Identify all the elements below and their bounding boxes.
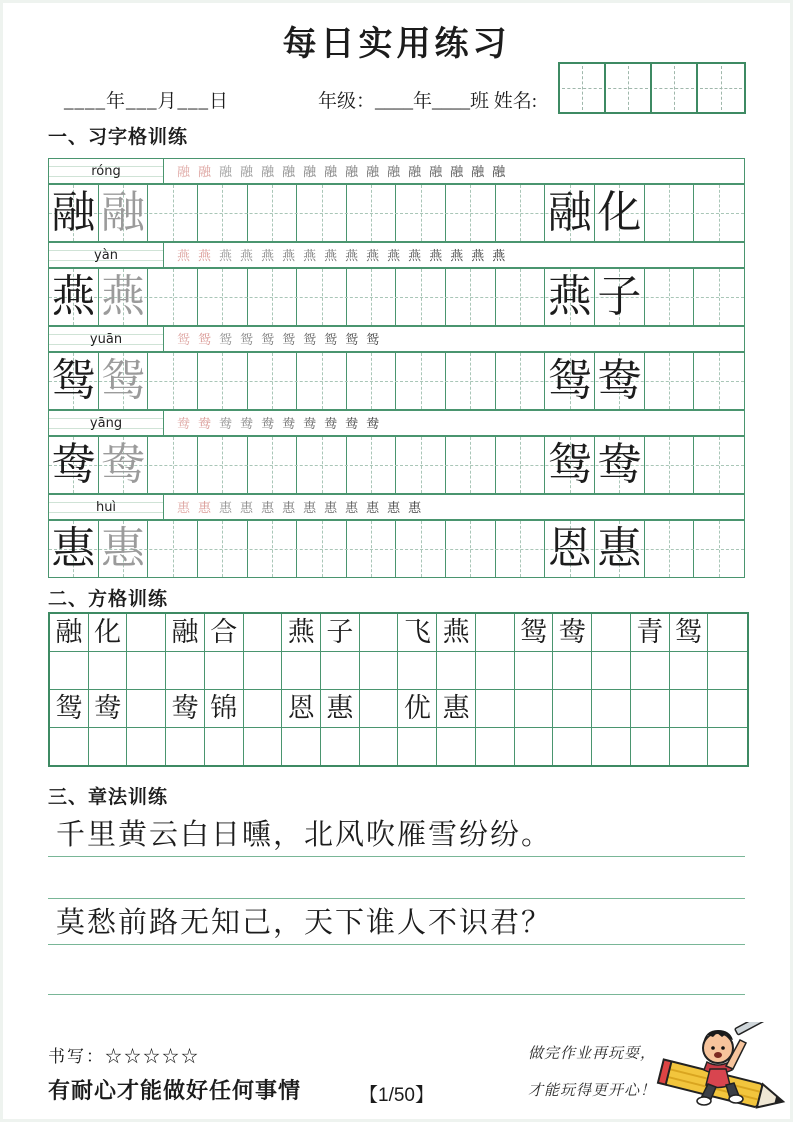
square-empty-cell (631, 652, 670, 690)
stroke-step-glyph: 鸯 (366, 415, 380, 431)
practice-character: 融 (547, 188, 592, 237)
stroke-step-glyph: 燕 (471, 247, 485, 263)
practice-character: 化 (597, 188, 642, 237)
square-empty-cell (592, 690, 631, 728)
practice-cell (446, 521, 496, 577)
square-empty-cell (553, 652, 592, 690)
square-empty-cell (708, 728, 747, 765)
stroke-step-glyph: 鸯 (282, 415, 296, 431)
practice-cell (446, 353, 496, 409)
stroke-step-glyph: 燕 (450, 247, 464, 263)
practice-cell (694, 269, 744, 325)
square-empty-cell (282, 652, 321, 690)
mascot-boy-on-pencil-illustration (652, 1022, 790, 1120)
practice-cell (198, 437, 248, 493)
stroke-step-glyph: 惠 (261, 499, 275, 515)
page-indicator: 【1/50】 (359, 1085, 434, 1106)
practice-cell (496, 185, 546, 241)
practice-character: 惠 (51, 524, 96, 573)
practice-cell (148, 185, 198, 241)
stroke-step-glyph: 鸳 (198, 331, 212, 347)
example-word-cell (545, 185, 595, 241)
practice-cell-row (48, 352, 745, 410)
page-title: 每日实用练习 (282, 25, 511, 63)
stroke-step-glyph: 惠 (240, 499, 254, 515)
practice-cell (446, 185, 496, 241)
stroke-step-glyph: 融 (303, 163, 317, 179)
trace-character-cell (99, 269, 149, 325)
pinyin-label: róng (48, 158, 164, 184)
model-character-cell (49, 353, 99, 409)
practice-row-header (48, 410, 745, 436)
stroke-order-strip (164, 410, 745, 436)
stroke-step-glyph: 鸯 (345, 415, 359, 431)
stroke-step-glyph: 燕 (492, 247, 506, 263)
square-empty-cell (553, 728, 592, 765)
stroke-step-glyph: 惠 (387, 499, 401, 515)
square-empty-cell (127, 614, 166, 652)
square-word-cell: 惠 (437, 690, 476, 728)
square-empty-cell (708, 614, 747, 652)
practice-cell (347, 269, 397, 325)
trace-character-cell (99, 185, 149, 241)
stroke-step-glyph: 燕 (198, 247, 212, 263)
square-word-cell: 化 (89, 614, 128, 652)
example-word-cell (545, 353, 595, 409)
name-grid (558, 62, 746, 114)
square-empty-cell (437, 728, 476, 765)
square-empty-cell (360, 614, 399, 652)
square-empty-cell (476, 652, 515, 690)
pinyin-label: yāng (48, 410, 164, 436)
stroke-step-glyph: 鸳 (240, 331, 254, 347)
model-character-cell (49, 437, 99, 493)
example-word-cell (545, 437, 595, 493)
practice-character: 燕 (547, 272, 592, 321)
practice-row-header (48, 158, 745, 184)
practice-cell (694, 185, 744, 241)
square-empty-cell (398, 652, 437, 690)
square-empty-cell (708, 652, 747, 690)
practice-cell (148, 521, 198, 577)
stroke-step-glyph: 融 (177, 163, 191, 179)
square-word-cell: 合 (205, 614, 244, 652)
stroke-step-glyph: 燕 (429, 247, 443, 263)
square-empty-cell (515, 652, 554, 690)
square-empty-cell (515, 690, 554, 728)
stroke-step-glyph: 燕 (303, 247, 317, 263)
stroke-step-glyph: 融 (324, 163, 338, 179)
practice-character: 恩 (547, 524, 592, 573)
square-empty-cell (592, 614, 631, 652)
practice-cell (347, 353, 397, 409)
square-word-cell: 融 (166, 614, 205, 652)
square-word-cell: 鸯 (553, 614, 592, 652)
mascot-caption-line1: 做完作业再玩耍， (528, 1046, 657, 1062)
stroke-step-glyph: 融 (219, 163, 233, 179)
square-empty-cell (205, 652, 244, 690)
practice-character: 燕 (100, 272, 145, 321)
stroke-step-glyph: 鸯 (198, 415, 212, 431)
composition-empty-line (48, 857, 745, 899)
stroke-step-glyph: 惠 (345, 499, 359, 515)
example-word-cell (545, 269, 595, 325)
square-word-cell: 优 (398, 690, 437, 728)
stroke-step-glyph: 融 (282, 163, 296, 179)
mascot-caption (528, 1036, 668, 1110)
example-word-cell (595, 353, 645, 409)
stroke-step-glyph: 燕 (219, 247, 233, 263)
practice-character: 鸯 (597, 356, 642, 405)
model-character-cell (49, 185, 99, 241)
star-rating-icons: ☆☆☆☆☆ (105, 1047, 200, 1066)
stroke-step-glyph: 惠 (282, 499, 296, 515)
square-empty-cell (244, 652, 283, 690)
practice-cell (645, 269, 695, 325)
square-word-cell: 锦 (205, 690, 244, 728)
stroke-step-glyph: 鸯 (240, 415, 254, 431)
practice-character: 燕 (51, 272, 96, 321)
square-empty-cell (670, 652, 709, 690)
stroke-step-glyph: 融 (366, 163, 380, 179)
example-word-cell (595, 185, 645, 241)
practice-cell (396, 269, 446, 325)
stroke-step-glyph: 鸯 (261, 415, 275, 431)
example-word-cell (595, 521, 645, 577)
square-empty-cell (360, 728, 399, 765)
stroke-step-glyph: 融 (261, 163, 275, 179)
stroke-step-glyph: 惠 (408, 499, 422, 515)
stroke-step-glyph: 惠 (198, 499, 212, 515)
stroke-step-glyph: 鸳 (324, 331, 338, 347)
practice-cell (396, 353, 446, 409)
square-empty-cell (437, 652, 476, 690)
square-empty-cell (398, 728, 437, 765)
practice-character: 惠 (100, 524, 145, 573)
pinyin-label: yàn (48, 242, 164, 268)
composition-text-line: 千里黄云白日曛，北风吹雁雪纷纷。 (48, 812, 745, 857)
composition-block (48, 812, 745, 995)
practice-cell (198, 353, 248, 409)
trace-character-cell (99, 437, 149, 493)
practice-cell (148, 437, 198, 493)
square-empty-cell (670, 690, 709, 728)
practice-character: 子 (597, 272, 642, 321)
stroke-step-glyph: 燕 (261, 247, 275, 263)
square-empty-cell (244, 690, 283, 728)
square-empty-cell (592, 652, 631, 690)
stroke-order-strip (164, 494, 745, 520)
footer-motto: 有耐心才能做好任何事情 (48, 1078, 302, 1103)
name-grid-cell (698, 64, 744, 112)
stroke-step-glyph: 燕 (177, 247, 191, 263)
square-empty-cell (476, 690, 515, 728)
practice-cell (496, 269, 546, 325)
stroke-step-glyph: 惠 (303, 499, 317, 515)
practice-grid-block (48, 158, 745, 578)
square-empty-cell (515, 728, 554, 765)
practice-cell (396, 185, 446, 241)
stroke-step-glyph: 鸯 (324, 415, 338, 431)
square-empty-cell (166, 652, 205, 690)
practice-cell (347, 521, 397, 577)
practice-cell (297, 353, 347, 409)
practice-cell (198, 269, 248, 325)
stroke-step-glyph: 惠 (366, 499, 380, 515)
square-empty-cell (205, 728, 244, 765)
practice-cell (198, 521, 248, 577)
practice-cell (396, 521, 446, 577)
stroke-step-glyph: 融 (429, 163, 443, 179)
practice-cell (446, 269, 496, 325)
practice-cell (148, 269, 198, 325)
stroke-step-glyph: 燕 (345, 247, 359, 263)
name-grid-cell (560, 64, 606, 112)
square-empty-cell (592, 728, 631, 765)
practice-cell (297, 437, 347, 493)
square-empty-cell (89, 652, 128, 690)
stroke-step-glyph: 燕 (240, 247, 254, 263)
practice-cell (248, 269, 298, 325)
square-word-cell: 鸳 (670, 614, 709, 652)
stroke-order-strip (164, 158, 745, 184)
stroke-step-glyph: 燕 (366, 247, 380, 263)
practice-row-header (48, 242, 745, 268)
practice-cell (248, 521, 298, 577)
square-word-cell: 鸯 (89, 690, 128, 728)
practice-cell (248, 185, 298, 241)
practice-cell (248, 353, 298, 409)
square-word-cell: 燕 (282, 614, 321, 652)
stroke-step-glyph: 融 (450, 163, 464, 179)
practice-character: 鸳 (100, 356, 145, 405)
practice-cell-row (48, 520, 745, 578)
square-grid-block (48, 612, 749, 767)
stroke-step-glyph: 鸳 (282, 331, 296, 347)
stroke-step-glyph: 燕 (282, 247, 296, 263)
practice-character: 鸯 (597, 440, 642, 489)
practice-cell (198, 185, 248, 241)
stroke-step-glyph: 融 (345, 163, 359, 179)
stroke-order-strip (164, 326, 745, 352)
square-empty-cell (127, 652, 166, 690)
square-empty-cell (476, 728, 515, 765)
practice-cell (297, 185, 347, 241)
square-empty-cell (50, 652, 89, 690)
square-empty-cell (244, 728, 283, 765)
practice-character: 融 (100, 188, 145, 237)
square-word-cell: 飞 (398, 614, 437, 652)
square-word-cell: 子 (321, 614, 360, 652)
practice-cell (446, 437, 496, 493)
stroke-step-glyph: 融 (408, 163, 422, 179)
stroke-step-glyph: 鸳 (303, 331, 317, 347)
practice-cell (297, 269, 347, 325)
stroke-step-glyph: 惠 (324, 499, 338, 515)
practice-cell-row (48, 436, 745, 494)
practice-cell (645, 185, 695, 241)
square-word-cell: 鸳 (515, 614, 554, 652)
practice-cell-row (48, 184, 745, 242)
square-empty-cell (321, 652, 360, 690)
section-1-heading: 一、习字格训练 (48, 127, 189, 148)
square-empty-cell (89, 728, 128, 765)
square-word-cell: 鸳 (50, 690, 89, 728)
practice-character: 融 (51, 188, 96, 237)
stroke-step-glyph: 鸯 (303, 415, 317, 431)
section-3-heading: 三、章法训练 (48, 787, 169, 808)
square-word-cell: 燕 (437, 614, 476, 652)
composition-empty-line (48, 945, 745, 995)
square-empty-cell (127, 728, 166, 765)
grade-name-line: 年级：____年____班 姓名: (318, 91, 538, 112)
practice-cell (396, 437, 446, 493)
practice-character: 鸳 (547, 440, 592, 489)
example-word-cell (545, 521, 595, 577)
square-word-cell: 恩 (282, 690, 321, 728)
square-empty-cell (476, 614, 515, 652)
practice-cell (694, 437, 744, 493)
model-character-cell (49, 269, 99, 325)
square-empty-cell (127, 690, 166, 728)
practice-row-header (48, 326, 745, 352)
stroke-step-glyph: 融 (471, 163, 485, 179)
stroke-step-glyph: 惠 (177, 499, 191, 515)
section-2-heading: 二、方格训练 (48, 589, 169, 610)
example-word-cell (595, 437, 645, 493)
practice-character: 惠 (597, 524, 642, 573)
stroke-step-glyph: 鸳 (261, 331, 275, 347)
name-grid-cell (652, 64, 698, 112)
practice-character: 鸳 (547, 356, 592, 405)
stroke-step-glyph: 鸳 (219, 331, 233, 347)
practice-character: 鸯 (100, 440, 145, 489)
square-empty-cell (321, 728, 360, 765)
square-word-cell: 青 (631, 614, 670, 652)
practice-cell (248, 437, 298, 493)
square-word-cell: 融 (50, 614, 89, 652)
composition-text-line: 莫愁前路无知己，天下谁人不识君？ (48, 899, 745, 945)
practice-cell (645, 353, 695, 409)
name-grid-cell (606, 64, 652, 112)
rating-label: 书写： (48, 1047, 105, 1066)
trace-character-cell (99, 353, 149, 409)
cell-horizontal-dash (562, 88, 602, 89)
mascot-caption-line2: 才能玩得更开心！ (528, 1083, 657, 1099)
square-word-cell: 鸯 (166, 690, 205, 728)
square-empty-cell (670, 728, 709, 765)
square-empty-cell (50, 728, 89, 765)
square-empty-cell (360, 652, 399, 690)
cell-horizontal-dash (608, 88, 648, 89)
square-empty-cell (360, 690, 399, 728)
cell-horizontal-dash (700, 88, 742, 89)
stroke-step-glyph: 鸯 (219, 415, 233, 431)
square-empty-cell (631, 690, 670, 728)
practice-cell-row (48, 268, 745, 326)
stroke-step-glyph: 融 (492, 163, 506, 179)
practice-cell (297, 521, 347, 577)
practice-cell (148, 353, 198, 409)
practice-cell (496, 353, 546, 409)
stroke-step-glyph: 融 (240, 163, 254, 179)
practice-cell (645, 521, 695, 577)
practice-cell (347, 437, 397, 493)
practice-cell (496, 521, 546, 577)
stroke-step-glyph: 惠 (219, 499, 233, 515)
writing-rating (48, 1042, 200, 1067)
square-empty-cell (553, 690, 592, 728)
stroke-step-glyph: 鸯 (177, 415, 191, 431)
practice-cell (645, 437, 695, 493)
example-word-cell (595, 269, 645, 325)
cell-horizontal-dash (654, 88, 694, 89)
practice-character: 鸯 (51, 440, 96, 489)
stroke-step-glyph: 燕 (324, 247, 338, 263)
pinyin-label: yuān (48, 326, 164, 352)
stroke-step-glyph: 鸳 (366, 331, 380, 347)
stroke-step-glyph: 融 (387, 163, 401, 179)
stroke-step-glyph: 燕 (408, 247, 422, 263)
trace-character-cell (99, 521, 149, 577)
square-empty-cell (166, 728, 205, 765)
practice-character: 鸳 (51, 356, 96, 405)
square-empty-cell (631, 728, 670, 765)
stroke-order-strip (164, 242, 745, 268)
square-empty-cell (244, 614, 283, 652)
practice-cell (694, 521, 744, 577)
square-empty-cell (708, 690, 747, 728)
stroke-step-glyph: 融 (198, 163, 212, 179)
date-line: ____年___月___日 (64, 91, 230, 112)
square-word-cell: 惠 (321, 690, 360, 728)
practice-cell (347, 185, 397, 241)
practice-cell (694, 353, 744, 409)
stroke-step-glyph: 燕 (387, 247, 401, 263)
pinyin-label: huì (48, 494, 164, 520)
square-empty-cell (282, 728, 321, 765)
stroke-step-glyph: 鸳 (177, 331, 191, 347)
practice-cell (496, 437, 546, 493)
stroke-step-glyph: 鸳 (345, 331, 359, 347)
practice-row-header (48, 494, 745, 520)
model-character-cell (49, 521, 99, 577)
